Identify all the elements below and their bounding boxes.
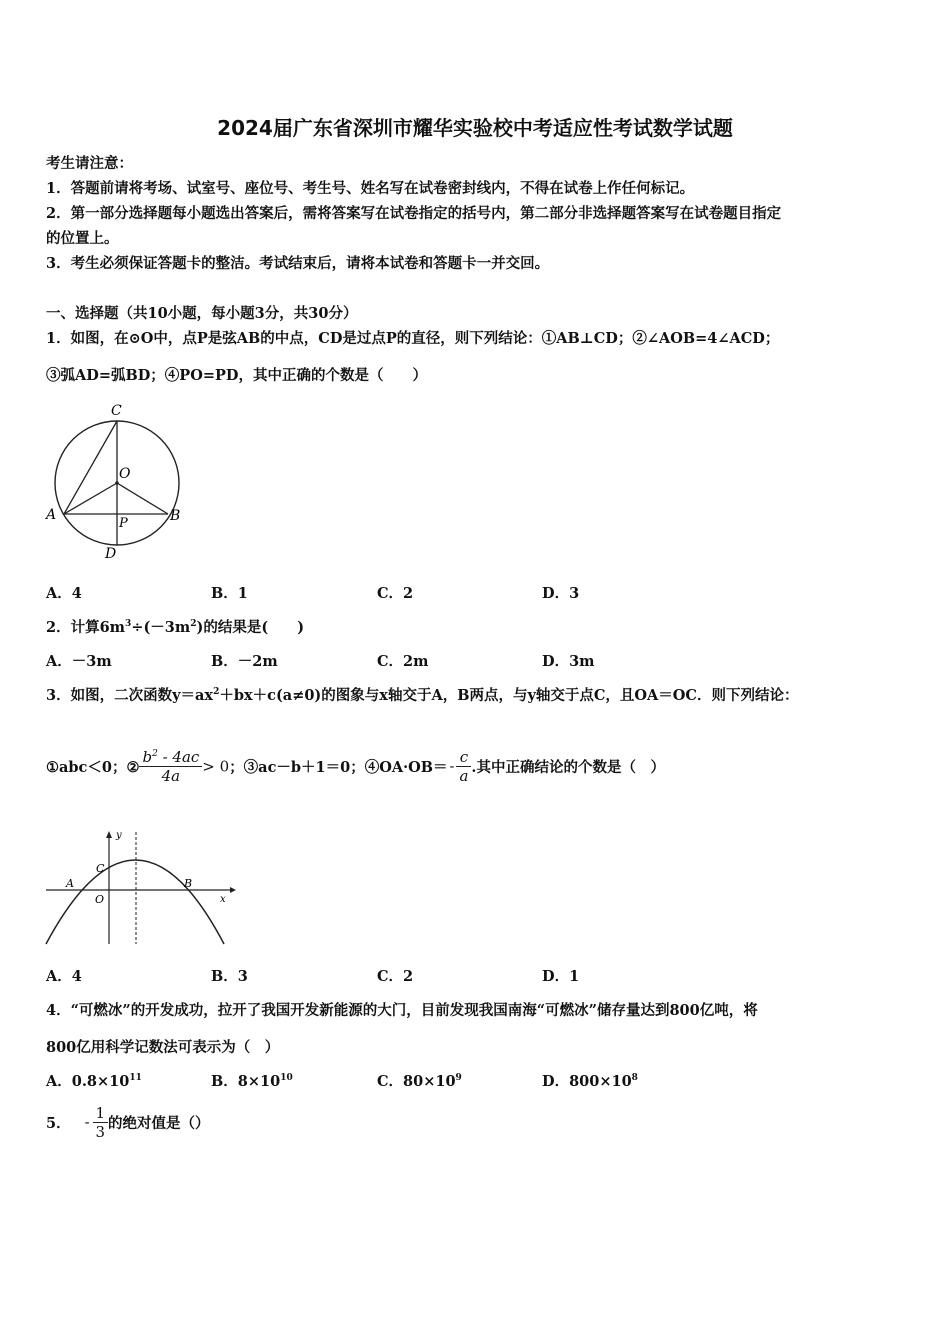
q3-fraction-c-over-a xyxy=(456,748,471,785)
segment-ao xyxy=(64,483,117,514)
q5-stem xyxy=(46,1104,210,1141)
q3-c3: ；③ac－b＋1＝0；④OA·OB＝ xyxy=(229,759,448,776)
x-axis-arrow xyxy=(230,887,236,893)
label-p: P xyxy=(119,516,128,531)
label-c: C xyxy=(111,403,122,419)
q3-stem-line1 xyxy=(46,684,798,705)
q3-option-d[interactable]: D．1 xyxy=(542,968,580,985)
q3-fraction-discriminant xyxy=(139,748,202,785)
parabola-curve xyxy=(46,860,224,944)
q1-option-d[interactable]: D．3 xyxy=(542,585,580,602)
q2-stem xyxy=(46,616,304,637)
q2-stem-mid: ÷(－3m xyxy=(131,619,191,636)
q2-exp2: 2 xyxy=(190,619,197,629)
q3-exp: 2 xyxy=(213,687,220,697)
label-a: A xyxy=(46,507,57,523)
q3-option-c[interactable]: C．2 xyxy=(377,968,414,985)
q4-option-c-base: C．80×10 xyxy=(377,1073,456,1090)
q1-stem-line2: ③弧AD=弧BD；④PO=PD，其中正确的个数是（ ） xyxy=(46,367,427,384)
q1-circle-figure xyxy=(40,398,200,568)
notice-item-2-cont: 的位置上。 xyxy=(46,230,119,247)
label-o: O xyxy=(95,893,105,906)
label-d: D xyxy=(105,546,117,562)
q5-neg: - xyxy=(84,1114,90,1131)
notice-item-1: 1．答题前请将考场、试室号、座位号、考生号、姓名写在试卷密封线内，不得在试卷上作任何标记。 xyxy=(46,180,695,197)
y-axis-arrow xyxy=(106,831,112,838)
q1-option-c[interactable]: C．2 xyxy=(377,585,414,602)
q3-gt0: > 0 xyxy=(202,757,230,776)
q3-option-b[interactable]: B．3 xyxy=(211,968,248,985)
label-a: A xyxy=(66,877,74,890)
q3-frac-den: 4a xyxy=(161,767,181,785)
q4-stem-line1: 4．“可燃冰”的开发成功，拉开了我国开发新能源的大门，目前发现我国南海“可燃冰”储存量达到800亿吨，将 xyxy=(46,1002,758,1019)
q4-option-d-exp: 8 xyxy=(631,1073,638,1083)
q3-frac-b-exp: 2 xyxy=(152,749,158,759)
q2-option-a[interactable]: A．－3m xyxy=(46,653,112,670)
label-c: C xyxy=(96,862,105,875)
q3-frac-b: b xyxy=(142,748,153,766)
q3-c1: ①abc＜0；② xyxy=(46,759,140,776)
q3-parabola-figure xyxy=(40,826,240,950)
label-y: y xyxy=(116,830,122,841)
q4-option-a[interactable] xyxy=(46,1070,142,1091)
q4-option-a-exp: 11 xyxy=(129,1073,142,1083)
q4-option-d[interactable] xyxy=(542,1070,638,1091)
q3-frac-rest: - 4ac xyxy=(157,748,200,766)
q4-option-b[interactable] xyxy=(211,1070,293,1091)
q4-option-c-exp: 9 xyxy=(455,1073,462,1083)
q2-option-d[interactable]: D．3m xyxy=(542,653,595,670)
q4-option-d-base: D．800×10 xyxy=(542,1073,632,1090)
section-heading: 一、选择题（共10小题，每小题3分，共30分） xyxy=(46,305,358,322)
q2-option-c[interactable]: C．2m xyxy=(377,653,429,670)
q5-frac-num: 1 xyxy=(93,1104,109,1123)
page-title: 2024届广东省深圳市耀华实验校中考适应性考试数学试题 xyxy=(217,116,733,140)
q2-stem-pre: 2．计算6m xyxy=(46,619,126,636)
q3-conclusions xyxy=(46,748,665,785)
q3-stem-pre: 3．如图，二次函数y＝ax xyxy=(46,687,214,704)
q5-number: 5． xyxy=(46,1115,71,1132)
q5-tail: 的绝对值是（） xyxy=(108,1115,210,1132)
q4-option-a-base: A．0.8×10 xyxy=(46,1073,130,1090)
q4-option-b-base: B．8×10 xyxy=(211,1073,281,1090)
q1-option-b[interactable]: B．1 xyxy=(211,585,248,602)
q3-option-a[interactable]: A．4 xyxy=(46,968,82,985)
q2-stem-post: )的结果是( ) xyxy=(196,619,305,636)
q4-option-b-exp: 10 xyxy=(280,1073,293,1083)
q3-tail: .其中正确结论的个数是（ ） xyxy=(471,759,665,776)
notice-item-3: 3．考生必须保证答题卡的整洁。考试结束后，请将本试卷和答题卡一并交回。 xyxy=(46,255,550,272)
q3-frac2-den: a xyxy=(459,767,469,785)
segment-ac xyxy=(64,421,117,514)
q3-neg: - xyxy=(449,758,455,775)
q5-fraction xyxy=(93,1104,109,1141)
q4-stem-line2: 800亿用科学记数法可表示为（ ） xyxy=(46,1039,280,1056)
label-o: O xyxy=(119,466,131,482)
label-x: x xyxy=(220,894,226,905)
q4-option-c[interactable] xyxy=(377,1070,462,1091)
segment-ob xyxy=(117,483,168,514)
q2-exp1: 3 xyxy=(125,619,132,629)
label-b: B xyxy=(184,877,193,890)
label-b: B xyxy=(170,508,181,524)
q3-stem-post: ＋bx＋c(a≠0)的图象与x轴交于A，B两点，与y轴交于点C，且OA＝OC．则下列结论： xyxy=(219,687,799,704)
q3-frac2-num: c xyxy=(456,748,471,767)
q5-frac-den: 3 xyxy=(95,1123,106,1141)
notice-item-2: 2．第一部分选择题每小题选出答案后，需将答案写在试卷指定的括号内，第二部分非选择题答案写在试卷题目指定 xyxy=(46,205,782,222)
q1-stem-line1: 1．如图，在⊙O中，点P是弦AB的中点，CD是过点P的直径，则下列结论：①AB⊥CD；②∠AOB=4∠ACD； xyxy=(46,330,780,347)
q2-option-b[interactable]: B．－2m xyxy=(211,653,278,670)
notice-heading: 考生请注意： xyxy=(46,155,133,172)
q1-option-a[interactable]: A．4 xyxy=(46,585,82,602)
